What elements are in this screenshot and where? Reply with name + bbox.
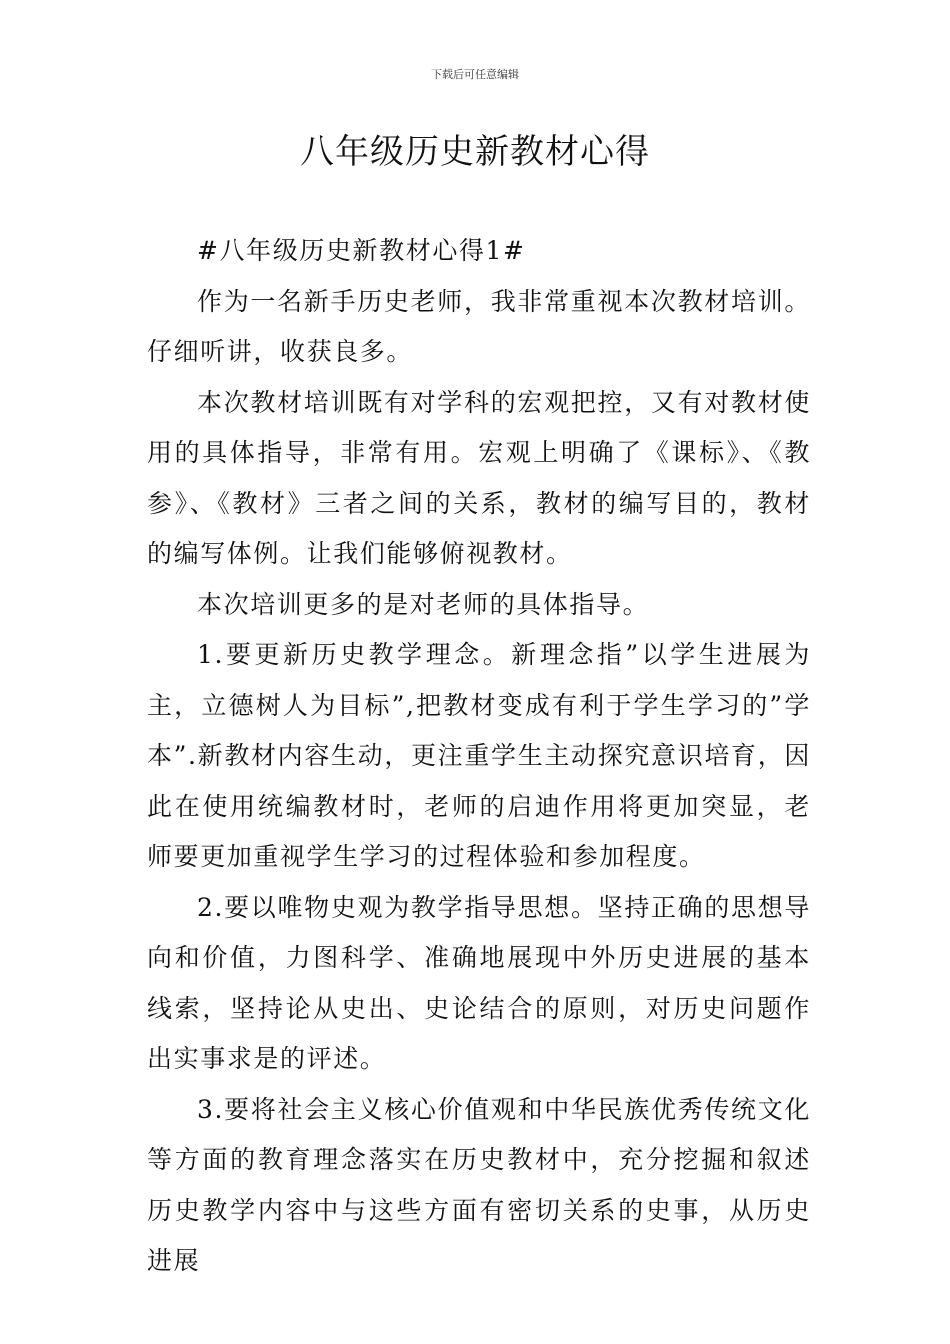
paragraph: 3.要将社会主义核心价值观和中华民族优秀传统文化等方面的教育理念落实在历史教材中，充分挖掘和叙述历史教学内容中与这些方面有密切关系的史事，从历史进展: [147, 1094, 811, 1275]
header-note: 下载后可任意编辑: [431, 68, 519, 81]
paragraph: 本次培训更多的是对老师的具体指导。: [197, 589, 650, 619]
paragraph: 作为一名新手历史老师，我非常重视本次教材培训。仔细听讲，收获良多。: [147, 286, 811, 366]
document-title: 八年级历史新教材心得: [300, 132, 650, 172]
paragraph: 2.要以唯物史观为教学指导思想。坚持正确的思想导向和价值，力图科学、准确地展现中外历史进展的基本线索，坚持论从史出、史论结合的原则，对历史问题作出实事求是的评述。: [147, 892, 811, 1073]
paragraph: 1.要更新历史教学理念。新理念指”以学生进展为主，立德树人为目标”,把教材变成有利于学生学习的”学本”.新教材内容生动，更注重学生主动探究意识培育，因此在使用统编教材时，老师的启迪作用将更加突显，老师要更加重视学生学习的过程体验和参加程度。: [147, 640, 811, 871]
section-heading: #八年级历史新教材心得1#: [197, 236, 526, 265]
document-body: [147, 226, 811, 1287]
paragraph: 本次教材培训既有对学科的宏观把控，又有对教材使用的具体指导，非常有用。宏观上明确了《课标》、《教参》、《教材》三者之间的关系，教材的编写目的，教材的编写体例。让我们能够俯视教材。: [147, 387, 811, 568]
